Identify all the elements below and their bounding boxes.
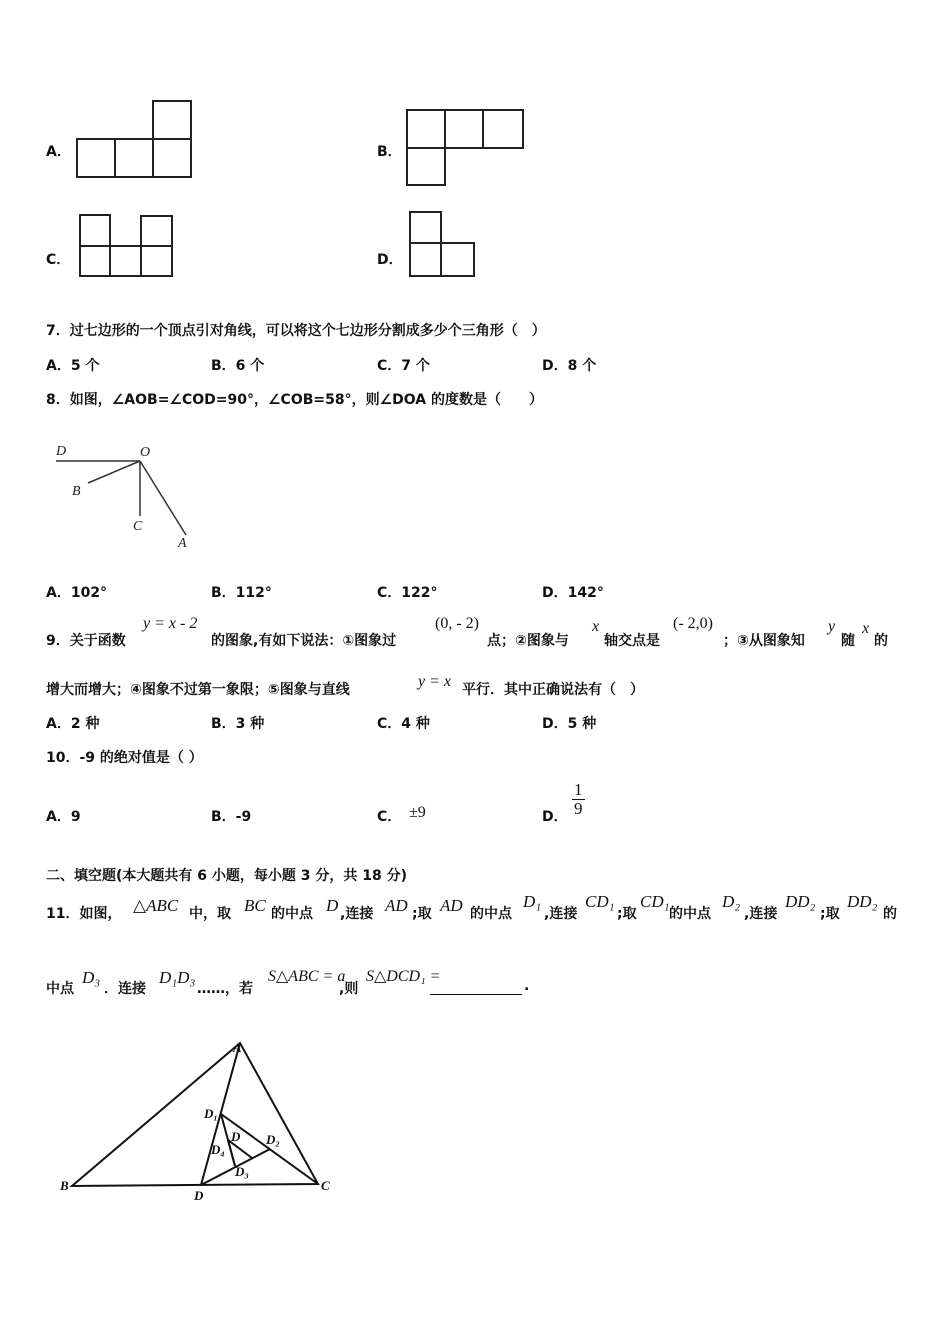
label-d1: D₁ — [204, 1106, 218, 1121]
label-c: C — [133, 519, 143, 534]
q11-formula-12: D₃ — [82, 968, 101, 987]
label-d: D — [56, 444, 67, 459]
q11-formula-3: D — [326, 896, 339, 915]
q11-text-13: 中点 — [46, 981, 74, 997]
q11-text-7: ,连接 — [544, 906, 578, 922]
label-b: B — [60, 1178, 69, 1193]
q11-formula-1: △ABC — [133, 896, 179, 915]
option-d-label: D． — [377, 252, 403, 268]
q11-formula-13: D₁D₃ — [159, 968, 196, 987]
q11-text-6: 的中点 — [470, 906, 512, 922]
option-b-label: B． — [377, 144, 402, 160]
q11-text-1: 11．如图， — [46, 906, 122, 922]
q11-formula-15: S△DCD₁ = — [366, 968, 441, 985]
q9-option-c: C．4 种 — [377, 716, 430, 732]
q11-text-11: ;取 — [820, 906, 840, 922]
q11-text-12: 的 — [883, 906, 897, 922]
q9-option-a: A．2 种 — [46, 716, 100, 732]
q11-formula-9: D₂ — [722, 892, 741, 911]
q8-option-c: C．122° — [377, 585, 438, 601]
section-title: 二、填空题(本大题共有 6 小题，每小题 3 分，共 18 分) — [46, 868, 408, 884]
q11-formula-2: BC — [244, 896, 266, 915]
q9-text-5: ；③从图象知 — [723, 633, 805, 649]
label-a: A — [178, 536, 187, 551]
q7-option-a: A．5 个 — [46, 358, 100, 374]
q11-text-4: ,连接 — [340, 906, 374, 922]
q11-formula-11: DD₂ — [847, 892, 878, 911]
q7-option-b: B．6 个 — [211, 358, 265, 374]
label-c: C — [321, 1178, 330, 1193]
q11-formula-8: CD₁ — [640, 892, 670, 911]
q10-option-b: B．-9 — [211, 809, 252, 825]
q11-formula-14: S△ABC = a — [268, 968, 346, 985]
label-d5: D — [231, 1129, 241, 1144]
q11-text-15: ……，若 — [197, 981, 253, 997]
q8-option-a: A．102° — [46, 585, 108, 601]
q9-text-2: 的图象,有如下说法：①图象过 — [211, 633, 397, 649]
q9-text-3: 点；②图象与 — [487, 633, 569, 649]
q11-formula-6: D₁ — [523, 892, 542, 911]
fraction-denominator: 9 — [574, 799, 583, 818]
option-a-label: A． — [46, 144, 71, 160]
q9-option-d: D．5 种 — [542, 716, 597, 732]
q9-text-1: 9．关于函数 — [46, 633, 126, 649]
label-o: O — [140, 445, 151, 460]
q10-option-c-value: ±9 — [409, 804, 426, 821]
q11-formula-4: AD — [385, 896, 408, 915]
q7-stem: 7．过七边形的一个顶点引对角线，可以将这个七边形分割成多少个三角形（ ） — [46, 323, 546, 339]
q11-text-16: ,则 — [339, 981, 359, 997]
q11-text-9: 的中点 — [669, 906, 711, 922]
q9-option-b: B．3 种 — [211, 716, 265, 732]
q9-formula-4: (- 2,0) — [673, 615, 713, 632]
q11-text-5: ;取 — [412, 906, 432, 922]
q10-option-c: C． — [377, 809, 402, 825]
label-d: D — [194, 1188, 204, 1203]
q11-end-period: . — [524, 978, 530, 994]
q9-formula-1: y = x - 2 — [143, 615, 198, 632]
q9-formula-7: y = x — [418, 673, 451, 690]
label-d2: D₂ — [266, 1132, 280, 1147]
q9-text-7: 的 — [874, 633, 888, 649]
q9-formula-5: y — [828, 618, 836, 635]
q10-option-d: D． — [542, 809, 568, 825]
q8-stem: 8．如图，∠AOB=∠COD=90°，∠COB=58°，则∠DOA 的度数是（ ） — [46, 392, 544, 408]
fraction-numerator: 1 — [574, 780, 583, 799]
q11-text-2: 中，取 — [189, 906, 231, 922]
q9-formula-3: x — [592, 618, 600, 635]
label-a: A — [233, 1040, 242, 1055]
option-c-label: C． — [46, 252, 71, 268]
q9-text-6: 随 — [841, 633, 855, 649]
q9-text-8: 增大而增大；④图象不过第一象限；⑤图象与直线 — [46, 682, 350, 698]
q7-option-d: D．8 个 — [542, 358, 597, 374]
label-d3: D₃ — [235, 1164, 249, 1179]
q10-option-a: A．9 — [46, 809, 81, 825]
q9-formula-2: (0, - 2) — [435, 615, 479, 632]
label-b: B — [72, 484, 81, 499]
q11-formula-7: CD₁ — [585, 892, 615, 911]
q11-text-8: ;取 — [617, 906, 637, 922]
q9-text-4: 轴交点是 — [604, 633, 660, 649]
q9-formula-6: x — [862, 620, 870, 637]
q11-text-10: ,连接 — [744, 906, 778, 922]
q11-text-3: 的中点 — [271, 906, 313, 922]
q7-option-c: C．7 个 — [377, 358, 430, 374]
q9-text-9: 平行．其中正确说法有（ ） — [462, 682, 644, 698]
q10-stem: 10．-9 的绝对值是（ ） — [46, 750, 203, 766]
q8-option-b: B．112° — [211, 585, 272, 601]
q11-formula-10: DD₂ — [785, 892, 816, 911]
q8-option-d: D．142° — [542, 585, 604, 601]
label-d4: D₄ — [211, 1142, 225, 1157]
q11-text-14: ．连接 — [104, 981, 146, 997]
q11-formula-5: AD — [440, 896, 463, 915]
